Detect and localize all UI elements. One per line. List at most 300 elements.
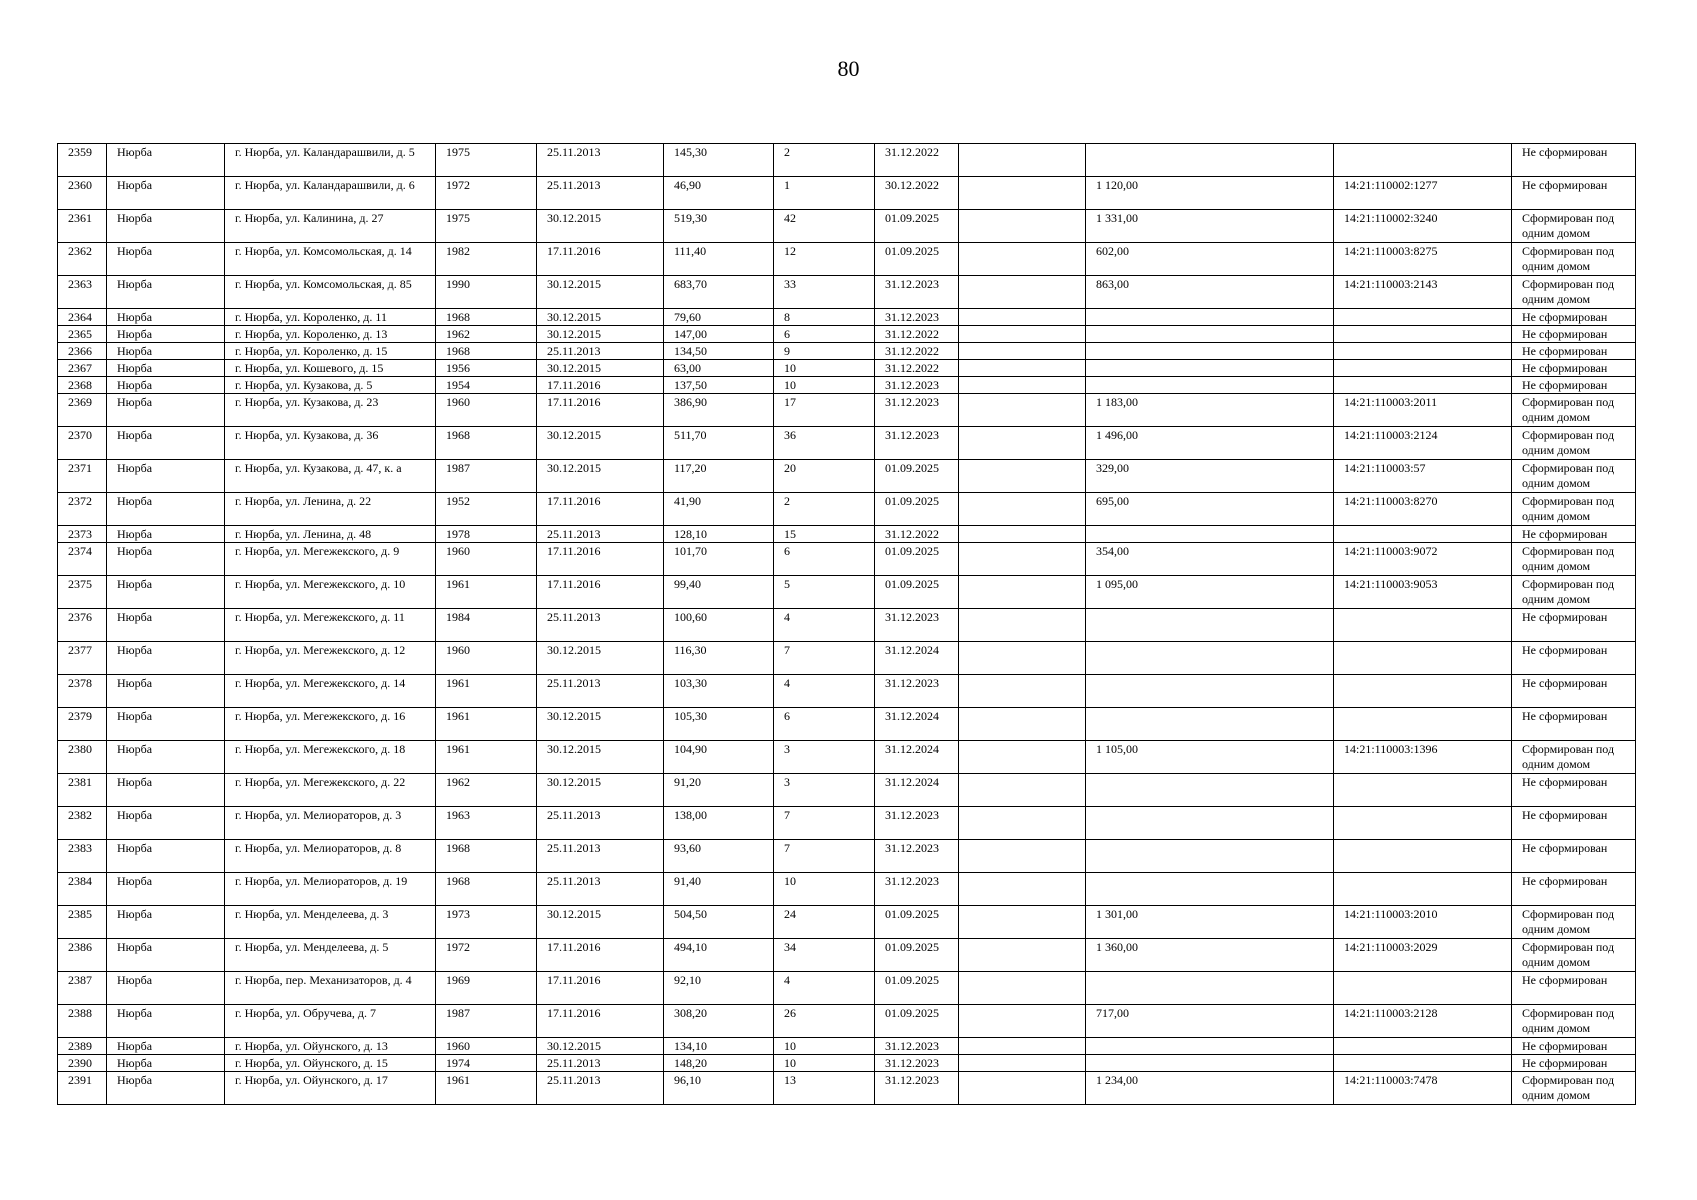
- cell-empty: [959, 708, 1086, 741]
- cell-year-built: 1961: [436, 741, 537, 774]
- cell-empty: [959, 972, 1086, 1005]
- cell-year-built: 1968: [436, 427, 537, 460]
- cell-number: 2361: [58, 210, 107, 243]
- cell-settlement: Нюрба: [107, 526, 225, 543]
- cell-cadastral-number: 14:21:110003:9053: [1334, 576, 1512, 609]
- cell-settlement: Нюрба: [107, 1055, 225, 1072]
- cell-area: 147,00: [664, 326, 774, 343]
- cell-address: г. Нюрба, пер. Механизаторов, д. 4: [225, 972, 436, 1005]
- cell-cadastral-number: [1334, 675, 1512, 708]
- cell-settlement: Нюрба: [107, 939, 225, 972]
- cell-empty: [959, 377, 1086, 394]
- cell-date-recognized: 30.12.2015: [537, 708, 664, 741]
- table-row: [58, 493, 1636, 526]
- cell-date-recognized: 25.11.2013: [537, 1072, 664, 1105]
- cell-cadastral-number: 14:21:110003:8275: [1334, 243, 1512, 276]
- cell-resettlement-deadline: 31.12.2022: [875, 526, 959, 543]
- cell-residents: 6: [774, 708, 875, 741]
- cell-number: 2373: [58, 526, 107, 543]
- cell-settlement: Нюрба: [107, 906, 225, 939]
- cell-land-status: Сформирован под одним домом: [1512, 394, 1636, 427]
- cell-cadastral-number: 14:21:110003:2128: [1334, 1005, 1512, 1038]
- cell-cadastral-number: 14:21:110002:1277: [1334, 177, 1512, 210]
- cell-resettlement-deadline: 31.12.2023: [875, 427, 959, 460]
- table-row: [58, 774, 1636, 807]
- cell-area: 100,60: [664, 609, 774, 642]
- cell-land-area: [1086, 807, 1334, 840]
- cell-settlement: Нюрба: [107, 326, 225, 343]
- table-row: [58, 243, 1636, 276]
- cell-land-status: Не сформирован: [1512, 675, 1636, 708]
- cell-area: 134,10: [664, 1038, 774, 1055]
- cell-cadastral-number: 14:21:110003:2010: [1334, 906, 1512, 939]
- cell-settlement: Нюрба: [107, 708, 225, 741]
- cell-cadastral-number: 14:21:110003:2124: [1334, 427, 1512, 460]
- cell-number: 2390: [58, 1055, 107, 1072]
- cell-address: г. Нюрба, ул. Мелиораторов, д. 3: [225, 807, 436, 840]
- cell-settlement: Нюрба: [107, 427, 225, 460]
- cell-land-area: [1086, 360, 1334, 377]
- table-row: [58, 394, 1636, 427]
- cell-number: 2386: [58, 939, 107, 972]
- cell-resettlement-deadline: 01.09.2025: [875, 939, 959, 972]
- cell-residents: 24: [774, 906, 875, 939]
- cell-land-status: Не сформирован: [1512, 309, 1636, 326]
- cell-resettlement-deadline: 01.09.2025: [875, 576, 959, 609]
- cell-residents: 1: [774, 177, 875, 210]
- cell-resettlement-deadline: 30.12.2022: [875, 177, 959, 210]
- cell-empty: [959, 774, 1086, 807]
- cell-residents: 7: [774, 840, 875, 873]
- table-row: [58, 526, 1636, 543]
- cell-year-built: 1961: [436, 1072, 537, 1105]
- cell-residents: 7: [774, 642, 875, 675]
- cell-land-status: Не сформирован: [1512, 144, 1636, 177]
- cell-settlement: Нюрба: [107, 642, 225, 675]
- cell-residents: 4: [774, 972, 875, 1005]
- table-row: [58, 360, 1636, 377]
- cell-land-status: Не сформирован: [1512, 343, 1636, 360]
- cell-resettlement-deadline: 01.09.2025: [875, 1005, 959, 1038]
- cell-year-built: 1982: [436, 243, 537, 276]
- cell-resettlement-deadline: 31.12.2024: [875, 642, 959, 675]
- cell-date-recognized: 30.12.2015: [537, 309, 664, 326]
- cell-empty: [959, 177, 1086, 210]
- cell-address: г. Нюрба, ул. Короленко, д. 11: [225, 309, 436, 326]
- cell-land-area: 1 360,00: [1086, 939, 1334, 972]
- cell-empty: [959, 642, 1086, 675]
- cell-area: 683,70: [664, 276, 774, 309]
- cell-residents: 4: [774, 675, 875, 708]
- cell-residents: 9: [774, 343, 875, 360]
- cell-land-area: 1 331,00: [1086, 210, 1334, 243]
- cell-year-built: 1972: [436, 939, 537, 972]
- cell-date-recognized: 30.12.2015: [537, 210, 664, 243]
- cell-date-recognized: 25.11.2013: [537, 609, 664, 642]
- cell-empty: [959, 675, 1086, 708]
- cell-number: 2366: [58, 343, 107, 360]
- cell-land-area: [1086, 144, 1334, 177]
- cell-settlement: Нюрба: [107, 343, 225, 360]
- cell-date-recognized: 17.11.2016: [537, 243, 664, 276]
- table-row: [58, 609, 1636, 642]
- table-row: [58, 906, 1636, 939]
- cell-number: 2370: [58, 427, 107, 460]
- cell-resettlement-deadline: 31.12.2023: [875, 1072, 959, 1105]
- table-row: [58, 873, 1636, 906]
- table-row: [58, 807, 1636, 840]
- cell-address: г. Нюрба, ул. Комсомольская, д. 14: [225, 243, 436, 276]
- cell-resettlement-deadline: 01.09.2025: [875, 243, 959, 276]
- cell-number: 2382: [58, 807, 107, 840]
- cell-address: г. Нюрба, ул. Короленко, д. 13: [225, 326, 436, 343]
- cell-year-built: 1987: [436, 460, 537, 493]
- cell-address: г. Нюрба, ул. Каландарашвили, д. 5: [225, 144, 436, 177]
- cell-resettlement-deadline: 01.09.2025: [875, 543, 959, 576]
- cell-empty: [959, 460, 1086, 493]
- cell-land-area: [1086, 1038, 1334, 1055]
- cell-residents: 20: [774, 460, 875, 493]
- cell-area: 41,90: [664, 493, 774, 526]
- cell-area: 138,00: [664, 807, 774, 840]
- cell-residents: 10: [774, 360, 875, 377]
- cell-area: 91,40: [664, 873, 774, 906]
- cell-area: 504,50: [664, 906, 774, 939]
- cell-resettlement-deadline: 31.12.2022: [875, 360, 959, 377]
- cell-land-area: 1 234,00: [1086, 1072, 1334, 1105]
- page-number: 80: [837, 56, 860, 81]
- cell-land-area: [1086, 526, 1334, 543]
- cell-settlement: Нюрба: [107, 177, 225, 210]
- cell-address: г. Нюрба, ул. Кузакова, д. 23: [225, 394, 436, 427]
- cell-number: 2364: [58, 309, 107, 326]
- cell-address: г. Нюрба, ул. Мегежекского, д. 18: [225, 741, 436, 774]
- cell-land-status: Сформирован под одним домом: [1512, 243, 1636, 276]
- cell-number: 2380: [58, 741, 107, 774]
- cell-year-built: 1961: [436, 675, 537, 708]
- cell-number: 2359: [58, 144, 107, 177]
- cell-residents: 10: [774, 873, 875, 906]
- cell-land-area: 1 120,00: [1086, 177, 1334, 210]
- cell-cadastral-number: [1334, 343, 1512, 360]
- cell-year-built: 1968: [436, 343, 537, 360]
- cell-address: г. Нюрба, ул. Менделеева, д. 5: [225, 939, 436, 972]
- cell-cadastral-number: [1334, 807, 1512, 840]
- cell-cadastral-number: 14:21:110003:57: [1334, 460, 1512, 493]
- cell-resettlement-deadline: 31.12.2024: [875, 774, 959, 807]
- table-row: [58, 210, 1636, 243]
- cell-area: 105,30: [664, 708, 774, 741]
- cell-number: 2379: [58, 708, 107, 741]
- cell-year-built: 1978: [436, 526, 537, 543]
- cell-date-recognized: 25.11.2013: [537, 840, 664, 873]
- cell-year-built: 1954: [436, 377, 537, 394]
- cell-number: 2384: [58, 873, 107, 906]
- cell-area: 111,40: [664, 243, 774, 276]
- cell-land-area: [1086, 642, 1334, 675]
- cell-date-recognized: 30.12.2015: [537, 427, 664, 460]
- cell-resettlement-deadline: 31.12.2022: [875, 144, 959, 177]
- table-row: [58, 276, 1636, 309]
- cell-cadastral-number: [1334, 873, 1512, 906]
- cell-year-built: 1961: [436, 576, 537, 609]
- cell-year-built: 1972: [436, 177, 537, 210]
- cell-resettlement-deadline: 31.12.2023: [875, 1038, 959, 1055]
- cell-year-built: 1990: [436, 276, 537, 309]
- cell-land-area: [1086, 326, 1334, 343]
- cell-empty: [959, 840, 1086, 873]
- cell-year-built: 1968: [436, 873, 537, 906]
- cell-area: 99,40: [664, 576, 774, 609]
- cell-address: г. Нюрба, ул. Мегежекского, д. 16: [225, 708, 436, 741]
- cell-year-built: 1952: [436, 493, 537, 526]
- cell-empty: [959, 543, 1086, 576]
- cell-area: 46,90: [664, 177, 774, 210]
- cell-cadastral-number: 14:21:110003:2143: [1334, 276, 1512, 309]
- cell-resettlement-deadline: 31.12.2023: [875, 309, 959, 326]
- cell-address: г. Нюрба, ул. Ойунского, д. 15: [225, 1055, 436, 1072]
- cell-residents: 10: [774, 377, 875, 394]
- table-row: [58, 326, 1636, 343]
- cell-residents: 36: [774, 427, 875, 460]
- cell-number: 2376: [58, 609, 107, 642]
- cell-settlement: Нюрба: [107, 741, 225, 774]
- cell-number: 2362: [58, 243, 107, 276]
- cell-area: 91,20: [664, 774, 774, 807]
- cell-area: 386,90: [664, 394, 774, 427]
- cell-date-recognized: 17.11.2016: [537, 543, 664, 576]
- cell-settlement: Нюрба: [107, 276, 225, 309]
- cell-land-status: Не сформирован: [1512, 642, 1636, 675]
- cell-area: 494,10: [664, 939, 774, 972]
- cell-address: г. Нюрба, ул. Мегежекского, д. 12: [225, 642, 436, 675]
- cell-resettlement-deadline: 31.12.2023: [875, 807, 959, 840]
- cell-settlement: Нюрба: [107, 576, 225, 609]
- cell-number: 2377: [58, 642, 107, 675]
- table-row: [58, 309, 1636, 326]
- cell-date-recognized: 30.12.2015: [537, 741, 664, 774]
- cell-address: г. Нюрба, ул. Кошевого, д. 15: [225, 360, 436, 377]
- table-row: [58, 939, 1636, 972]
- cell-date-recognized: 17.11.2016: [537, 1005, 664, 1038]
- cell-year-built: 1975: [436, 210, 537, 243]
- cell-number: 2389: [58, 1038, 107, 1055]
- cell-year-built: 1963: [436, 807, 537, 840]
- cell-area: 148,20: [664, 1055, 774, 1072]
- cell-land-area: 863,00: [1086, 276, 1334, 309]
- cell-date-recognized: 25.11.2013: [537, 807, 664, 840]
- cell-cadastral-number: [1334, 360, 1512, 377]
- cell-address: г. Нюрба, ул. Мелиораторов, д. 19: [225, 873, 436, 906]
- cell-date-recognized: 17.11.2016: [537, 493, 664, 526]
- table-row: [58, 1055, 1636, 1072]
- table-row: [58, 972, 1636, 1005]
- cell-land-status: Сформирован под одним домом: [1512, 1072, 1636, 1105]
- cell-residents: 34: [774, 939, 875, 972]
- table-row: [58, 460, 1636, 493]
- cell-land-area: [1086, 343, 1334, 360]
- cell-address: г. Нюрба, ул. Менделеева, д. 3: [225, 906, 436, 939]
- cell-address: г. Нюрба, ул. Каландарашвили, д. 6: [225, 177, 436, 210]
- cell-residents: 10: [774, 1038, 875, 1055]
- cell-cadastral-number: [1334, 144, 1512, 177]
- cell-cadastral-number: 14:21:110003:2011: [1334, 394, 1512, 427]
- cell-number: 2363: [58, 276, 107, 309]
- cell-resettlement-deadline: 31.12.2023: [875, 1055, 959, 1072]
- cell-area: 145,30: [664, 144, 774, 177]
- table-row: [58, 1072, 1636, 1105]
- table-row: [58, 543, 1636, 576]
- cell-number: 2388: [58, 1005, 107, 1038]
- cell-land-area: [1086, 309, 1334, 326]
- cell-date-recognized: 25.11.2013: [537, 675, 664, 708]
- cell-cadastral-number: [1334, 309, 1512, 326]
- cell-land-status: Не сформирован: [1512, 774, 1636, 807]
- cell-land-area: [1086, 873, 1334, 906]
- table-row: [58, 343, 1636, 360]
- table-row: [58, 708, 1636, 741]
- cell-resettlement-deadline: 31.12.2023: [875, 675, 959, 708]
- cell-settlement: Нюрба: [107, 873, 225, 906]
- cell-cadastral-number: [1334, 1055, 1512, 1072]
- cell-settlement: Нюрба: [107, 360, 225, 377]
- cell-land-status: Не сформирован: [1512, 1038, 1636, 1055]
- cell-land-status: Не сформирован: [1512, 708, 1636, 741]
- cell-year-built: 1984: [436, 609, 537, 642]
- cell-settlement: Нюрба: [107, 460, 225, 493]
- cell-date-recognized: 30.12.2015: [537, 774, 664, 807]
- cell-year-built: 1956: [436, 360, 537, 377]
- cell-land-status: Сформирован под одним домом: [1512, 906, 1636, 939]
- cell-date-recognized: 17.11.2016: [537, 377, 664, 394]
- cell-resettlement-deadline: 31.12.2022: [875, 343, 959, 360]
- cell-number: 2378: [58, 675, 107, 708]
- cell-land-status: Сформирован под одним домом: [1512, 493, 1636, 526]
- cell-settlement: Нюрба: [107, 774, 225, 807]
- cell-land-status: Не сформирован: [1512, 609, 1636, 642]
- cell-year-built: 1961: [436, 708, 537, 741]
- table-row: [58, 576, 1636, 609]
- cell-land-status: Сформирован под одним домом: [1512, 939, 1636, 972]
- cell-cadastral-number: 14:21:110003:9072: [1334, 543, 1512, 576]
- cell-address: г. Нюрба, ул. Обручева, д. 7: [225, 1005, 436, 1038]
- cell-date-recognized: 25.11.2013: [537, 177, 664, 210]
- cell-year-built: 1962: [436, 326, 537, 343]
- cell-number: 2365: [58, 326, 107, 343]
- cell-land-area: 1 183,00: [1086, 394, 1334, 427]
- cell-resettlement-deadline: 31.12.2023: [875, 377, 959, 394]
- table-row: [58, 427, 1636, 460]
- cell-settlement: Нюрба: [107, 609, 225, 642]
- cell-address: г. Нюрба, ул. Ленина, д. 22: [225, 493, 436, 526]
- cell-resettlement-deadline: 31.12.2022: [875, 326, 959, 343]
- cell-date-recognized: 17.11.2016: [537, 394, 664, 427]
- cell-land-area: 329,00: [1086, 460, 1334, 493]
- cell-date-recognized: 17.11.2016: [537, 576, 664, 609]
- cell-land-status: Не сформирован: [1512, 873, 1636, 906]
- cell-number: 2369: [58, 394, 107, 427]
- cell-cadastral-number: [1334, 840, 1512, 873]
- cell-residents: 26: [774, 1005, 875, 1038]
- cell-cadastral-number: 14:21:110003:1396: [1334, 741, 1512, 774]
- cell-cadastral-number: 14:21:110003:7478: [1334, 1072, 1512, 1105]
- cell-area: 128,10: [664, 526, 774, 543]
- cell-settlement: Нюрба: [107, 377, 225, 394]
- cell-residents: 10: [774, 1055, 875, 1072]
- cell-address: г. Нюрба, ул. Кузакова, д. 5: [225, 377, 436, 394]
- cell-empty: [959, 741, 1086, 774]
- cell-address: г. Нюрба, ул. Мегежекского, д. 22: [225, 774, 436, 807]
- cell-address: г. Нюрба, ул. Мегежекского, д. 9: [225, 543, 436, 576]
- cell-number: 2360: [58, 177, 107, 210]
- cell-area: 137,50: [664, 377, 774, 394]
- cell-settlement: Нюрба: [107, 675, 225, 708]
- cell-land-area: [1086, 708, 1334, 741]
- cell-empty: [959, 493, 1086, 526]
- cell-land-area: 717,00: [1086, 1005, 1334, 1038]
- cell-land-status: Не сформирован: [1512, 1055, 1636, 1072]
- cell-residents: 33: [774, 276, 875, 309]
- cell-number: 2385: [58, 906, 107, 939]
- cell-date-recognized: 30.12.2015: [537, 360, 664, 377]
- cell-empty: [959, 243, 1086, 276]
- cell-year-built: 1974: [436, 1055, 537, 1072]
- cell-empty: [959, 144, 1086, 177]
- cell-land-area: 1 095,00: [1086, 576, 1334, 609]
- cell-empty: [959, 1005, 1086, 1038]
- cell-cadastral-number: [1334, 774, 1512, 807]
- cell-date-recognized: 25.11.2013: [537, 144, 664, 177]
- cell-land-status: Не сформирован: [1512, 326, 1636, 343]
- cell-number: 2387: [58, 972, 107, 1005]
- cell-residents: 8: [774, 309, 875, 326]
- cell-land-area: 1 496,00: [1086, 427, 1334, 460]
- cell-residents: 4: [774, 609, 875, 642]
- cell-year-built: 1960: [436, 543, 537, 576]
- cell-residents: 42: [774, 210, 875, 243]
- cell-empty: [959, 609, 1086, 642]
- cell-cadastral-number: 14:21:110003:8270: [1334, 493, 1512, 526]
- cell-residents: 17: [774, 394, 875, 427]
- cell-year-built: 1960: [436, 642, 537, 675]
- cell-empty: [959, 873, 1086, 906]
- cell-area: 63,00: [664, 360, 774, 377]
- cell-number: 2383: [58, 840, 107, 873]
- cell-year-built: 1973: [436, 906, 537, 939]
- cell-number: 2375: [58, 576, 107, 609]
- cell-address: г. Нюрба, ул. Мегежекского, д. 10: [225, 576, 436, 609]
- cell-settlement: Нюрба: [107, 210, 225, 243]
- cell-cadastral-number: [1334, 972, 1512, 1005]
- cell-cadastral-number: 14:21:110003:2029: [1334, 939, 1512, 972]
- cell-empty: [959, 326, 1086, 343]
- cell-land-status: Не сформирован: [1512, 972, 1636, 1005]
- cell-area: 308,20: [664, 1005, 774, 1038]
- table-row: [58, 840, 1636, 873]
- cell-residents: 3: [774, 741, 875, 774]
- cell-residents: 12: [774, 243, 875, 276]
- cell-settlement: Нюрба: [107, 1005, 225, 1038]
- cell-date-recognized: 25.11.2013: [537, 343, 664, 360]
- table-row: [58, 741, 1636, 774]
- cell-address: г. Нюрба, ул. Калинина, д. 27: [225, 210, 436, 243]
- cell-land-status: Не сформирован: [1512, 526, 1636, 543]
- housing-registry-table: [57, 143, 1636, 1105]
- cell-residents: 6: [774, 326, 875, 343]
- cell-resettlement-deadline: 31.12.2023: [875, 873, 959, 906]
- cell-settlement: Нюрба: [107, 1038, 225, 1055]
- cell-address: г. Нюрба, ул. Кузакова, д. 36: [225, 427, 436, 460]
